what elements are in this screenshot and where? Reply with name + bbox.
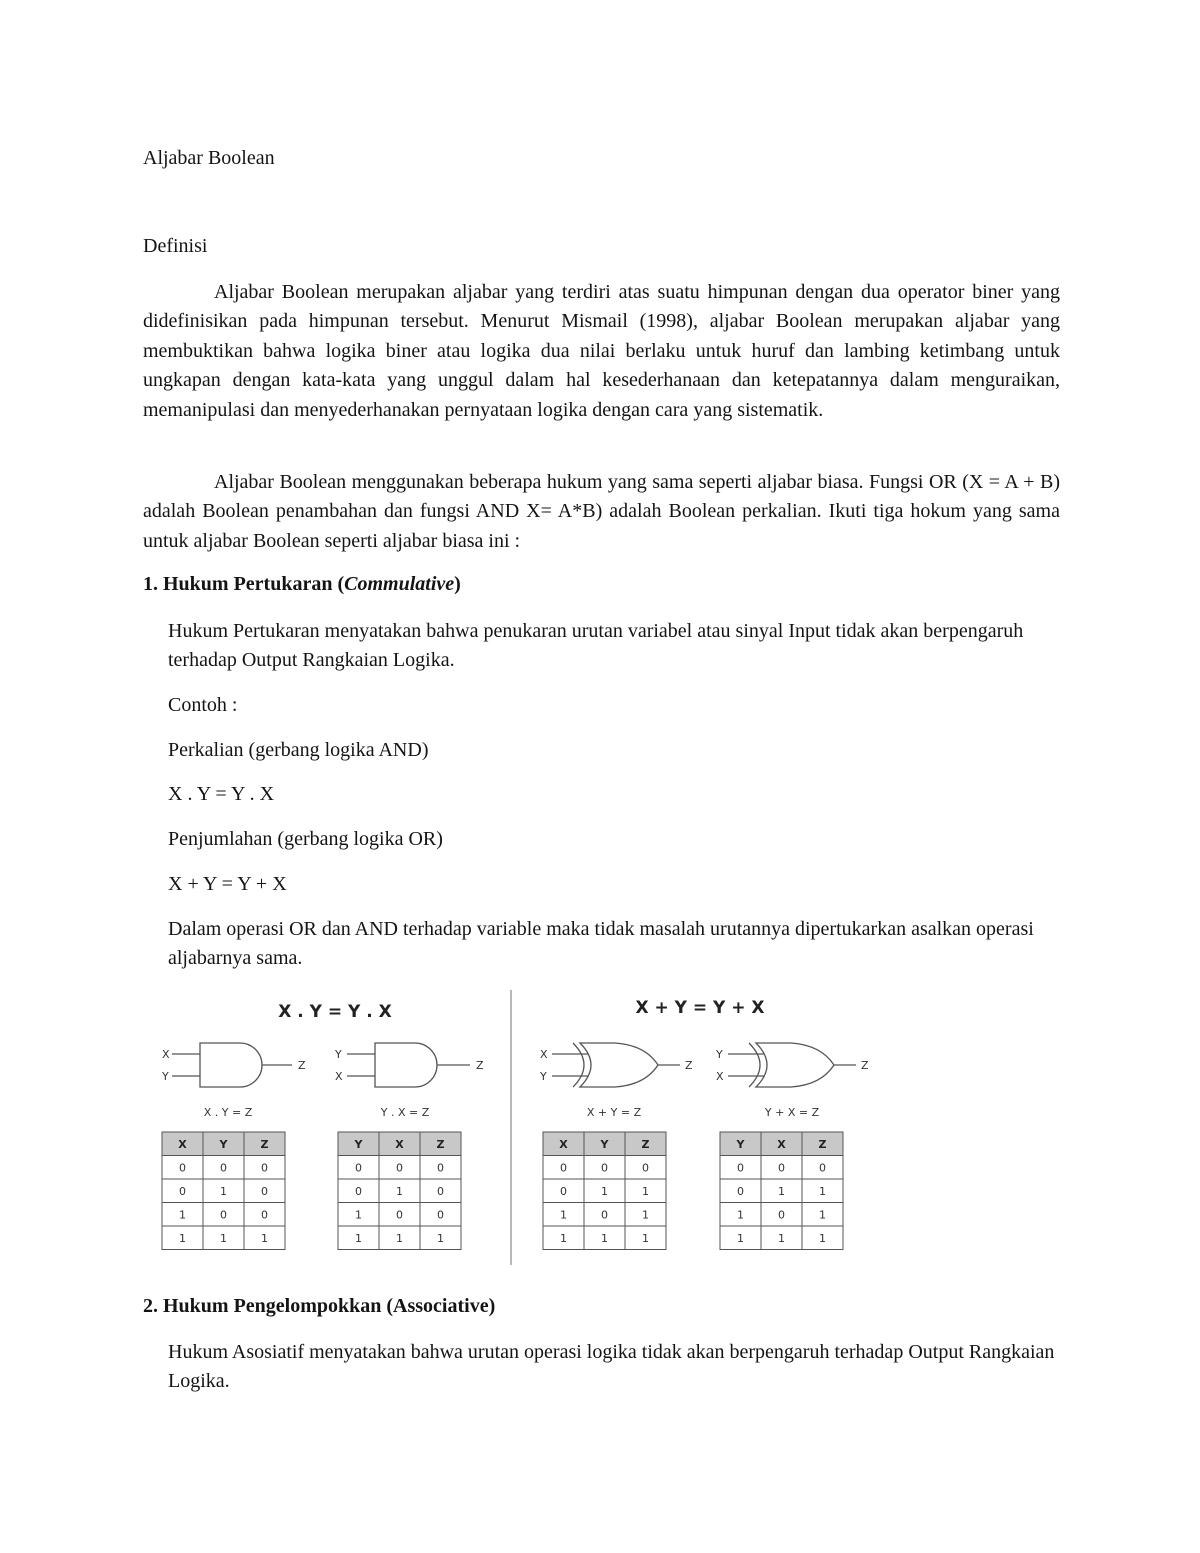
truth-table-value: 0 [355, 1184, 362, 1198]
law1-closing: Dalam operasi OR dan AND terhadap variable maka tidak masalah urutannya dipertukarkan asalkan operasi aljabarnya sama. [168, 918, 1034, 970]
law2-description: Hukum Asosiatif menyatakan bahwa urutan operasi logika tidak akan berpengaruh terhadap Output Rangkaian Logika. [168, 1341, 1055, 1393]
truth-table-value: 0 [560, 1184, 567, 1198]
truth-table-value: 1 [560, 1231, 567, 1245]
law1-heading-term: Commulative [344, 573, 455, 595]
and-figure-title: X . Y = Y . X [278, 1002, 392, 1022]
and-gate-2-body [375, 1043, 437, 1087]
truth-table-value: 1 [601, 1231, 608, 1245]
truth-table-2 [338, 1132, 461, 1250]
or-gate-2-caption: Y + X = Z [764, 1106, 820, 1119]
truth-table-value: 1 [220, 1231, 227, 1245]
truth-table-value: 1 [355, 1231, 362, 1245]
or-gate-1-input-b: Y [540, 1070, 547, 1083]
and-gate-2-output: Z [476, 1059, 484, 1072]
or-figure-title: X + Y = Y + X [635, 998, 765, 1018]
law1-and-formula: X . Y = Y . X [168, 783, 275, 805]
and-gate-1-body [200, 1043, 262, 1087]
definition-paragraph: Aljabar Boolean merupakan aljabar yang terdiri atas suatu himpunan dengan dua operator biner yang didefinisikan pada himpunan tersebut. Menurut Mismail (1998), aljabar Boolean merupakan aljabar yang membuktikan bahwa logika biner atau logika dua nilai berlaku untuk huruf dan lambing ketimbang untuk ungkapan dengan kata-kata yang unggul dalam hal kesederhanaan dan ketepatannya dalam menguraikan, memanipulasi dan menyederhanakan pernyataan logika dengan cara yang sistematik. [143, 281, 1060, 421]
truth-table-value: 1 [601, 1184, 608, 1198]
section-label-definisi: Definisi [143, 235, 208, 257]
and-gate-2 [334, 1043, 484, 1119]
truth-table-value: 1 [179, 1208, 186, 1222]
truth-table-value: 0 [778, 1208, 785, 1222]
or-gate-1-caption: X + Y = Z [586, 1106, 642, 1119]
truth-table-4 [720, 1132, 843, 1250]
truth-table-value: 1 [437, 1231, 444, 1245]
and-gate-1 [161, 1043, 306, 1119]
law1-description: Hukum Pertukaran menyatakan bahwa penukaran urutan variabel atau sinyal Input tidak akan berpengaruh terhadap Output Rangkaian Logika. [168, 620, 1024, 672]
truth-table-value: 1 [642, 1231, 649, 1245]
truth-table-value: 1 [560, 1208, 567, 1222]
truth-table-value: 1 [737, 1231, 744, 1245]
truth-table-header-label: Y [736, 1137, 745, 1151]
truth-table-value: 1 [355, 1208, 362, 1222]
truth-table-value: 1 [261, 1231, 268, 1245]
truth-table-value: 0 [179, 1184, 186, 1198]
truth-table-value: 1 [396, 1184, 403, 1198]
law1-heading [143, 570, 461, 598]
truth-table-header-label: X [395, 1137, 404, 1151]
law1-or-label: Penjumlahan (gerbang logika OR) [168, 828, 443, 850]
law2-heading: 2. Hukum Pengelompokkan (Associative) [143, 1295, 496, 1317]
truth-table-value: 0 [261, 1184, 268, 1198]
truth-table-header-label: X [178, 1137, 187, 1151]
truth-table-value: 1 [396, 1231, 403, 1245]
or-gate-2 [715, 1043, 869, 1119]
truth-table-value: 1 [819, 1184, 826, 1198]
truth-table-value: 0 [355, 1161, 362, 1175]
truth-table-value: 0 [261, 1208, 268, 1222]
document-title: Aljabar Boolean [143, 147, 275, 169]
truth-table-value: 0 [737, 1184, 744, 1198]
truth-table-value: 0 [437, 1184, 444, 1198]
commutative-figure [140, 985, 880, 1270]
truth-table-header-label: Z [260, 1137, 269, 1151]
truth-table-value: 0 [642, 1161, 649, 1175]
and-gate-2-input-a: Y [335, 1048, 342, 1061]
truth-table-value: 0 [261, 1161, 268, 1175]
truth-table-header-label: Y [600, 1137, 609, 1151]
truth-table-header-label: Y [354, 1137, 363, 1151]
truth-table-value: 0 [560, 1161, 567, 1175]
law1-and-label: Perkalian (gerbang logika AND) [168, 739, 429, 761]
truth-table-header-label: Z [641, 1137, 650, 1151]
truth-table-value: 1 [642, 1184, 649, 1198]
truth-table-value: 0 [601, 1161, 608, 1175]
law1-or-formula: X + Y = Y + X [168, 873, 287, 895]
truth-table-3 [543, 1132, 666, 1250]
and-gate-2-caption: Y . X = Z [380, 1106, 430, 1119]
and-gate-1-output: Z [298, 1059, 306, 1072]
truth-table-value: 1 [819, 1231, 826, 1245]
truth-table-value: 0 [737, 1161, 744, 1175]
and-gate-1-input-b: Y [162, 1070, 169, 1083]
truth-table-value: 0 [437, 1161, 444, 1175]
truth-table-value: 0 [778, 1161, 785, 1175]
or-gate-2-input-b: X [716, 1070, 724, 1083]
truth-table-header-label: Z [818, 1137, 827, 1151]
truth-table-value: 1 [642, 1208, 649, 1222]
or-gate-1-input-a: X [540, 1048, 548, 1061]
truth-table-header-label: X [777, 1137, 786, 1151]
truth-table-value: 1 [179, 1231, 186, 1245]
or-gate-1-body [580, 1043, 658, 1087]
truth-table-header-label: Y [219, 1137, 228, 1151]
truth-table-header-label: Z [436, 1137, 445, 1151]
or-gate-1 [539, 1043, 693, 1119]
truth-table-value: 1 [737, 1208, 744, 1222]
law1-example-label: Contoh : [168, 694, 238, 716]
truth-table-value: 0 [819, 1161, 826, 1175]
and-gate-2-input-b: X [335, 1070, 343, 1083]
truth-table-value: 1 [778, 1231, 785, 1245]
and-gate-1-input-a: X [162, 1048, 170, 1061]
or-gate-1-output: Z [685, 1059, 693, 1072]
or-gate-2-body [756, 1043, 834, 1087]
truth-table-value: 0 [396, 1208, 403, 1222]
or-gate-2-output: Z [861, 1059, 869, 1072]
truth-table-value: 1 [220, 1184, 227, 1198]
truth-table-header-label: X [559, 1137, 568, 1151]
truth-table-value: 1 [778, 1184, 785, 1198]
law1-heading-suffix: ) [454, 573, 461, 595]
truth-table-value: 0 [601, 1208, 608, 1222]
truth-table-value: 0 [220, 1161, 227, 1175]
truth-table-value: 0 [396, 1161, 403, 1175]
truth-table-value: 0 [220, 1208, 227, 1222]
commutative-figure-svg [140, 985, 880, 1270]
and-gate-1-caption: X . Y = Z [203, 1106, 253, 1119]
truth-table-1 [162, 1132, 285, 1250]
or-gate-2-input-a: Y [716, 1048, 723, 1061]
laws-intro-paragraph: Aljabar Boolean menggunakan beberapa hukum yang sama seperti aljabar biasa. Fungsi OR (X = A + B) adalah Boolean penambahan dan fungsi AND X= A*B) adalah Boolean perkalian. Ikuti tiga hokum yang sama untuk aljabar Boolean seperti aljabar biasa ini : [143, 471, 1060, 552]
truth-table-value: 0 [437, 1208, 444, 1222]
truth-table-value: 0 [179, 1161, 186, 1175]
truth-table-value: 1 [819, 1208, 826, 1222]
law1-heading-prefix: 1. Hukum Pertukaran ( [143, 573, 345, 595]
